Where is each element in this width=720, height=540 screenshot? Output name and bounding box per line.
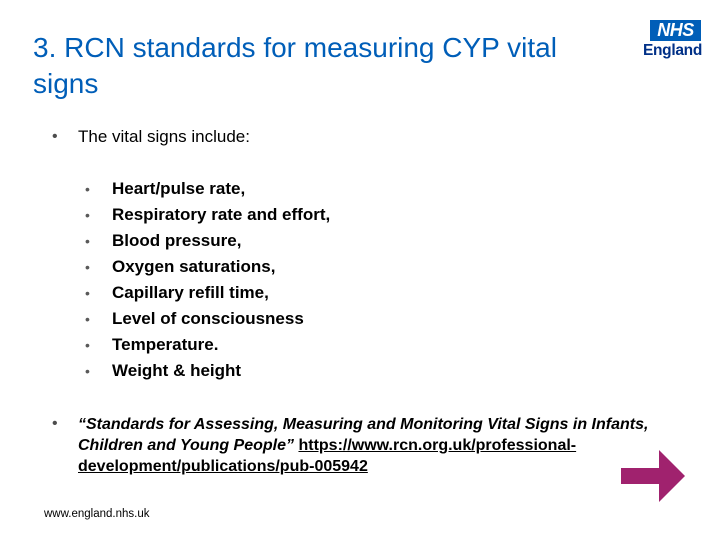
reference-link[interactable]: https://www.rcn.org.uk/professional-development/publications/pub-005942 <box>78 437 577 475</box>
bullet-icon: • <box>85 181 90 197</box>
bullet-icon: • <box>52 128 58 145</box>
list-item <box>85 309 330 335</box>
list-item <box>85 257 330 283</box>
bullet-icon: • <box>85 207 90 223</box>
bullet-icon: • <box>52 415 58 432</box>
list-item-label: Weight & height <box>112 361 242 380</box>
list-item <box>85 179 330 205</box>
bullet-icon: • <box>85 285 90 301</box>
list-item-label: Temperature. <box>112 335 219 354</box>
footer-url: www.england.nhs.uk <box>44 508 150 520</box>
list-item-label: Respiratory rate and effort, <box>112 205 331 224</box>
reference-title: “Standards for Assessing, Measuring and Monitoring Vital Signs in Infants, Children and Young People” <box>78 416 649 454</box>
list-item <box>85 361 330 387</box>
list-item-label: Oxygen saturations, <box>112 257 276 276</box>
list-item <box>85 231 330 257</box>
list-item-label: Blood pressure, <box>112 231 242 250</box>
vital-signs-list <box>85 179 331 387</box>
right-arrow-icon[interactable] <box>617 440 689 512</box>
nhs-logo-region: England <box>642 42 702 59</box>
list-item <box>85 283 330 309</box>
bullet-icon: • <box>85 259 90 275</box>
page-title: 3. RCN standards for measuring CYP vital signs <box>33 32 557 99</box>
bullet-icon: • <box>85 233 90 249</box>
bullet-icon: • <box>85 337 90 353</box>
bullet-icon: • <box>85 311 90 327</box>
list-item-label: Heart/pulse rate, <box>112 179 246 198</box>
list-item <box>85 335 330 361</box>
bullet-icon: • <box>85 363 90 379</box>
list-item <box>85 205 331 231</box>
list-item-label: Capillary refill time, <box>112 283 269 302</box>
reference-citation <box>78 414 688 477</box>
list-item-label: Level of consciousness <box>112 309 304 328</box>
nhs-logo-box: NHS <box>650 20 701 41</box>
intro-text: The vital signs include: <box>78 127 250 146</box>
